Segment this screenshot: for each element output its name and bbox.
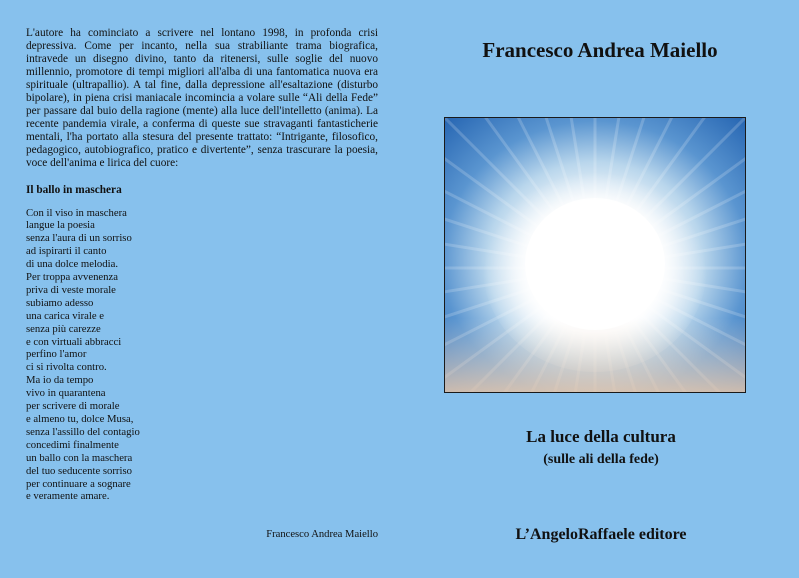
cover-image [444,117,746,393]
poem-line: Per troppa avvenenza [26,271,118,284]
poem-line: di una dolce melodia. [26,258,119,271]
author-name: Francesco Andrea Maiello [482,38,718,62]
poem-line: ci si rivolta contro. [26,361,107,374]
poem-line: subiamo adesso [26,296,94,309]
publisher-name: L’AngeloRaffaele editore [515,526,687,543]
poem-line: e veramente amare. [26,490,110,503]
poem-line: langue la poesia [26,219,95,232]
book-subtitle: (sulle ali della fede) [543,452,659,467]
poem-line: del tuo seducente sorriso [26,464,132,477]
poem-line: e con virtuali abbracci [26,335,122,348]
author-bio: L'autore ha cominciato a scrivere nel lontano 1998, in profonda crisi depressiva. Come per incanto, nella sua strabiliante trama biografica, intravede un disegno divino, tanto da ritenersi, sulle soglie del nuovo millennio, promotore di tempi migliori all'alba di una fantomatica nuova era spirituale (ultrapallio). A tal fine, dalla depressione all'esaltazione (disturbo bipolare), in piena crisi maniacale incomincia a volare sulle “Ali della Fede” per passare dal buio della ragione (mente) alla luce dell'intelletto (anima). La recente pandemia virale, a conferma di queste sue stravaganti fantasticherie mentali, l'ha portato alla stesura del presente trattato: “Intrigante, filosofico, pedagogico, autobiografico, pratico e divertente”, senza trascurare la poesia, voce dell'anima e lirica del cuore: [26,27,378,170]
poem-line: ad ispirarti il canto [26,245,107,258]
poem-line: per scrivere di morale [26,400,120,413]
poem [26,207,378,504]
poem-line: un ballo con la maschera [26,451,133,464]
poem-line: perfino l'amor [26,348,87,361]
poem-line: concedimi finalmente [26,438,119,451]
book-title: La luce della cultura [526,427,676,446]
poem-line: e almeno tu, dolce Musa, [26,413,134,426]
poem-line: senza l'assillo del contagio [26,425,140,438]
poem-line: una carica virale e [26,309,105,322]
poem-line: priva di veste morale [26,283,116,296]
poem-line: senza più carezze [26,322,101,335]
poem-line: vivo in quarantena [26,387,106,400]
poem-line: Con il viso in maschera [26,206,127,219]
poem-title: Il ballo in maschera [26,183,122,196]
poem-line: Ma io da tempo [26,374,94,387]
poem-signature: Francesco Andrea Maiello [266,529,378,540]
back-cover [26,27,378,503]
poem-line: per continuare a sognare [26,477,131,490]
poem-line: senza l'aura di un sorriso [26,232,132,245]
